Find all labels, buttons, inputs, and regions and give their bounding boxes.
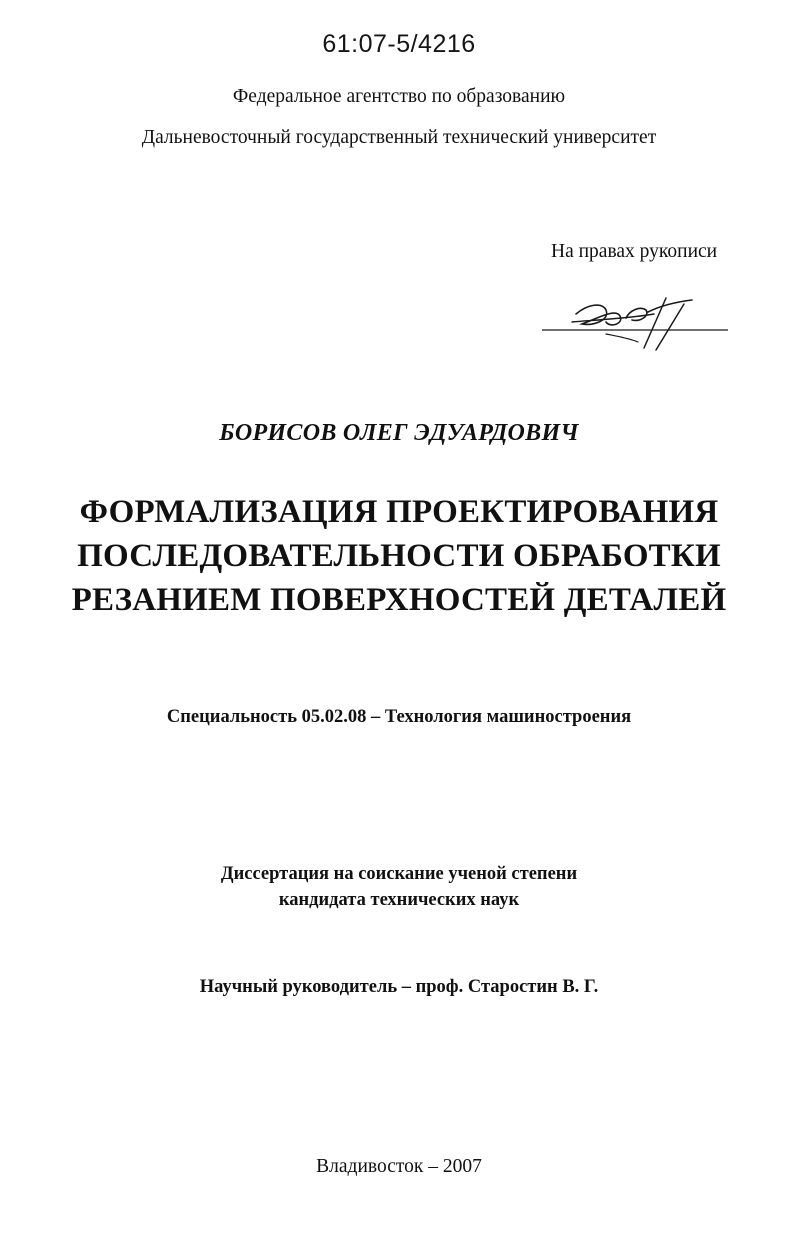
archive-stamp-code: 61:07-5/4216 <box>322 30 476 58</box>
university-name: Дальневосточный государственный технический университет <box>141 127 657 148</box>
handwritten-signature <box>536 290 736 354</box>
scientific-supervisor: Научный руководитель – проф. Старостин В. Г. <box>199 977 599 997</box>
dissertation-degree-line-2: кандидата технических наук <box>278 890 520 910</box>
agency-name: Федеральное агентство по образованию <box>232 86 566 107</box>
city-and-year: Владивосток – 2007 <box>316 1156 482 1177</box>
rights-note: На правах рукописи <box>551 241 718 262</box>
specialty: Специальность 05.02.08 – Технология машиностроения <box>166 707 632 727</box>
thesis-title-line-1: ФОРМАЛИЗАЦИЯ ПРОЕКТИРОВАНИЯ <box>79 494 719 530</box>
dissertation-degree-line-1: Диссертация на соискание ученой степени <box>220 864 578 884</box>
thesis-title-line-3: РЕЗАНИЕМ ПОВЕРХНОСТЕЙ ДЕТАЛЕЙ <box>71 582 727 618</box>
author-name: БОРИСОВ ОЛЕГ ЭДУАРДОВИЧ <box>219 420 579 446</box>
thesis-title-line-2: ПОСЛЕДОВАТЕЛЬНОСТИ ОБРАБОТКИ <box>77 538 721 574</box>
